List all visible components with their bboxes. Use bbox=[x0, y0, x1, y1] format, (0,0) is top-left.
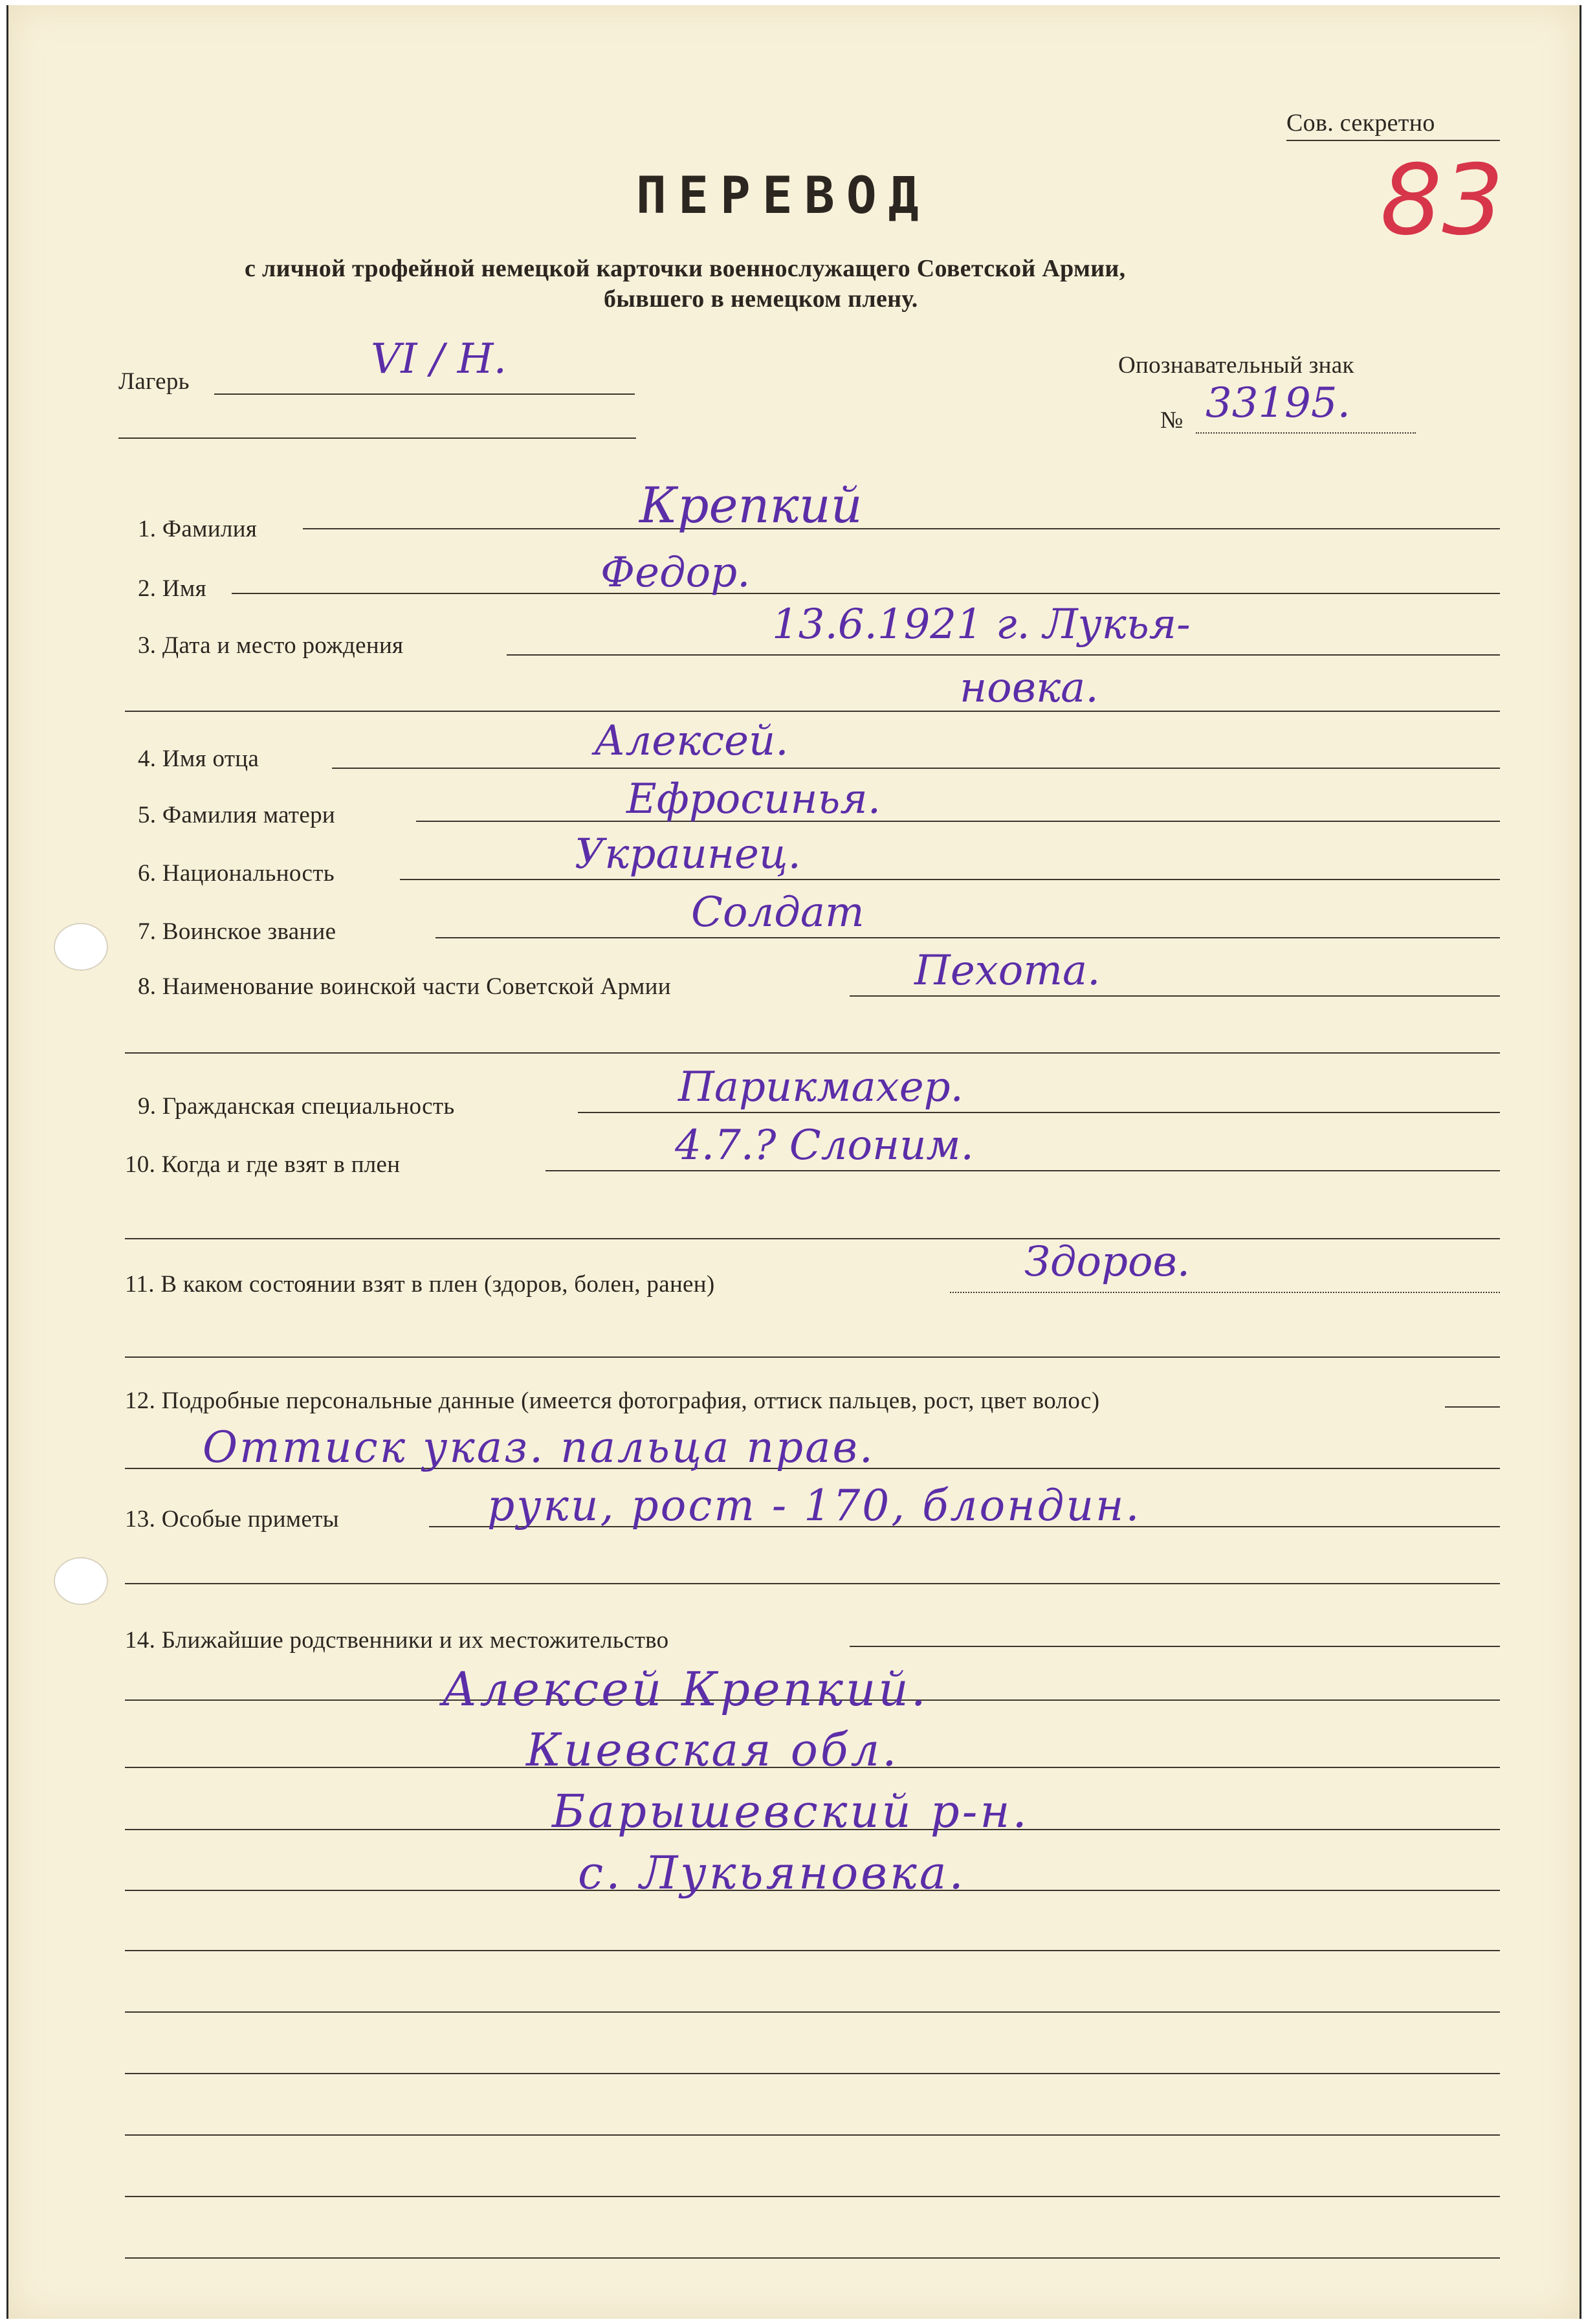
field-surname-label: 1. Фамилия bbox=[138, 516, 258, 542]
field-relatives-line-8 bbox=[125, 2134, 1500, 2136]
field-relatives-value-3: Барышевский р-н. bbox=[552, 1785, 1030, 1838]
field-relatives-value-1: Алексей Крепкий. bbox=[442, 1662, 929, 1716]
field-relatives-value-2: Киевская обл. bbox=[526, 1723, 899, 1776]
field-relatives-line-0 bbox=[850, 1646, 1500, 1647]
field-relatives-line-9 bbox=[125, 2196, 1500, 2197]
classification-underline bbox=[1286, 140, 1500, 141]
classification-stamp: Сов. секретно bbox=[1286, 109, 1435, 137]
field-unit-line-1 bbox=[850, 995, 1500, 997]
case-number: 83 bbox=[1380, 144, 1504, 257]
field-rank-line bbox=[435, 937, 1500, 938]
field-relatives-value-4: с. Лукьяновка. bbox=[578, 1846, 966, 1899]
identity-number-value: 33195. bbox=[1206, 379, 1350, 427]
field-unit-label: 8. Наименование воинской части Советской Армии bbox=[138, 973, 671, 1000]
document-subtitle-1: с личной трофейной немецкой карточки военнослужащего Советской Армии, bbox=[245, 255, 1126, 282]
field-capture-line-2 bbox=[125, 1238, 1500, 1239]
field-name-line bbox=[232, 593, 1500, 594]
field-birth-value-cont: новка. bbox=[960, 664, 1099, 712]
camp-line-2 bbox=[118, 437, 636, 439]
field-relatives-line-10 bbox=[125, 2257, 1500, 2259]
field-surname-line bbox=[303, 528, 1500, 529]
field-name-value: Федор. bbox=[600, 549, 751, 597]
field-personal-data-line-1 bbox=[1445, 1406, 1500, 1408]
field-unit-value: Пехота. bbox=[914, 947, 1101, 995]
field-birth-value: 13.6.1921 г. Лукья- bbox=[772, 601, 1191, 648]
document-subtitle-2: бывшего в немецком плену. bbox=[604, 285, 918, 313]
field-father-value: Алексей. bbox=[594, 717, 789, 765]
field-condition-label: 11. В каком состоянии взят в плен (здоров, болен, ранен) bbox=[125, 1271, 715, 1298]
field-relatives-line-6 bbox=[125, 2011, 1500, 2013]
field-relatives-label: 14. Ближайшие родственники и их местожительство bbox=[125, 1627, 669, 1654]
camp-value: VI / Н. bbox=[371, 335, 507, 383]
field-relatives-line-5 bbox=[125, 1950, 1500, 1951]
field-marks-value: руки, рост - 170, блондин. bbox=[487, 1481, 1141, 1531]
punch-hole-bottom bbox=[54, 1557, 108, 1605]
punch-hole-top bbox=[54, 923, 108, 971]
field-nationality-line bbox=[400, 879, 1500, 880]
field-capture-value: 4.7.? Слоним. bbox=[675, 1122, 974, 1169]
field-birth-line-2 bbox=[125, 711, 1500, 712]
field-mother-label: 5. Фамилия матери bbox=[138, 802, 336, 828]
camp-line-1 bbox=[214, 393, 635, 395]
field-rank-label: 7. Воинское звание bbox=[138, 918, 336, 945]
field-father-line bbox=[332, 768, 1500, 769]
field-mother-line bbox=[416, 821, 1500, 822]
field-nationality-value: Украинец. bbox=[575, 830, 801, 878]
field-birth-label: 3. Дата и место рождения bbox=[138, 632, 404, 659]
field-marks-label: 13. Особые приметы bbox=[125, 1506, 339, 1533]
identity-number-sign: № bbox=[1160, 407, 1184, 434]
field-profession-value: Парикмахер. bbox=[678, 1063, 964, 1111]
document-title: ПЕРЕВОД bbox=[636, 167, 931, 225]
identity-number-line bbox=[1196, 432, 1416, 434]
field-name-label: 2. Имя bbox=[138, 575, 206, 602]
field-profession-line bbox=[578, 1112, 1500, 1113]
field-capture-line-1 bbox=[545, 1170, 1500, 1171]
field-birth-line-1 bbox=[507, 654, 1500, 656]
field-rank-value: Солдат bbox=[691, 889, 865, 936]
field-personal-data-value: Оттиск указ. пальца прав. bbox=[203, 1422, 875, 1472]
field-unit-line-2 bbox=[125, 1052, 1500, 1054]
identity-tag-label: Опознавательный знак bbox=[1118, 352, 1354, 379]
field-personal-data-label: 12. Подробные персональные данные (имеется фотография, оттиск пальцев, рост, цвет волос) bbox=[125, 1388, 1100, 1414]
field-mother-value: Ефросинья. bbox=[626, 775, 881, 823]
field-marks-line-2 bbox=[125, 1583, 1500, 1584]
field-profession-label: 9. Гражданская специальность bbox=[138, 1093, 455, 1120]
document-sheet bbox=[6, 5, 1581, 2319]
field-relatives-line-7 bbox=[125, 2073, 1500, 2074]
field-father-label: 4. Имя отца bbox=[138, 746, 259, 772]
field-condition-line-2 bbox=[125, 1356, 1500, 1358]
field-capture-label: 10. Когда и где взят в плен bbox=[125, 1151, 401, 1178]
camp-label: Лагерь bbox=[118, 368, 190, 395]
field-condition-value: Здоров. bbox=[1024, 1238, 1191, 1286]
field-condition-line bbox=[950, 1292, 1500, 1293]
field-nationality-label: 6. Национальность bbox=[138, 860, 335, 887]
field-surname-value: Крепкий bbox=[639, 476, 863, 534]
